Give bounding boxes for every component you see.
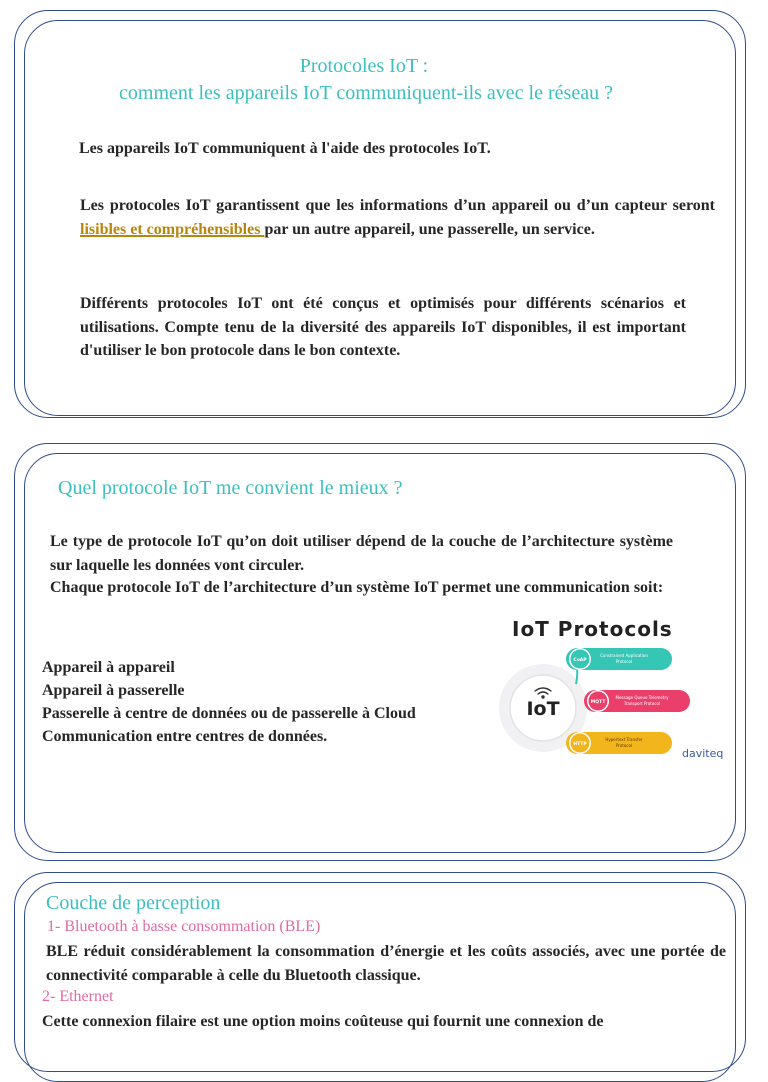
list-item: Communication entre centres de données. [42,728,328,745]
item2-title: 2- Ethernet [42,988,114,1005]
section1-title-line1: Protocoles IoT : [299,55,429,77]
section2-paragraph-2: Chaque protocole IoT de l’architecture d’un système IoT permet une communication soit: [50,579,664,596]
list-item: Passerelle à centre de données ou de passerelle à Cloud [42,705,416,722]
section2-title: Quel protocole IoT me convient le mieux ? [58,477,403,499]
iot-protocols-graphic [496,614,736,774]
section1-paragraph-2 [80,194,715,241]
list-item: Appareil à passerelle [42,682,185,699]
section2-paragraph-1: Le type de protocole IoT qu’on doit utiliser dépend de la couche de l’architecture système sur laquelle les données vont circuler. [50,533,673,574]
protocol-mqtt [584,690,690,712]
mqtt-abbr: MQTT [590,700,606,705]
graphic-heading: IoT Protocols [512,617,673,641]
coap-full-line1: Constrained Application [600,653,648,658]
item1-title: 1- Bluetooth à basse consommation (BLE) [47,918,321,935]
item1-text: BLE réduit considérablement la consommation d’énergie et les coûts associés, avec une portée de connectivité comparable à celle du Bluetooth classique. [46,943,726,984]
highlight-readable-understandable: lisibles et compréhensibles [80,220,265,238]
mqtt-full-line2: Transport Protocol [623,701,661,706]
item2-text: Cette connexion filaire est une option moins coûteuse qui fournit une connexion de [42,1013,604,1030]
coap-abbr: CoAP [573,658,587,663]
http-full-line2: Protocol [615,743,633,748]
section1-paragraph-2-end: par un autre appareil, une passerelle, un service. [264,220,595,238]
http-full-line1: Hypertext Transfer [605,737,643,742]
protocol-coap [566,648,672,670]
center-label: IoT [526,698,560,720]
section1-title-line2: comment les appareils IoT communiquent-ils avec le réseau ? [119,82,613,104]
section1-paragraph-1: Les appareils IoT communiquent à l'aide des protocoles IoT. [79,140,491,157]
section1-paragraph-2-start: Les protocoles IoT garantissent que les informations d’un appareil ou d’un capteur seront [80,197,715,214]
brand-logo: daviteq [682,747,724,760]
coap-full-line2: Protocol [615,659,633,664]
section1-paragraph-3: Différents protocoles IoT ont été conçus et optimisés pour différents scénarios et utilisations. Compte tenu de la diversité des appareils IoT disponibles, il est important d'utiliser le bon protocole dans le bon contexte. [80,295,686,359]
list-item: Appareil à appareil [42,659,175,676]
section3-title: Couche de perception [46,892,221,914]
protocol-http [566,732,672,754]
mqtt-full-line1: Message Queue Telemetry [615,695,669,700]
http-abbr: HTTP [573,742,587,747]
